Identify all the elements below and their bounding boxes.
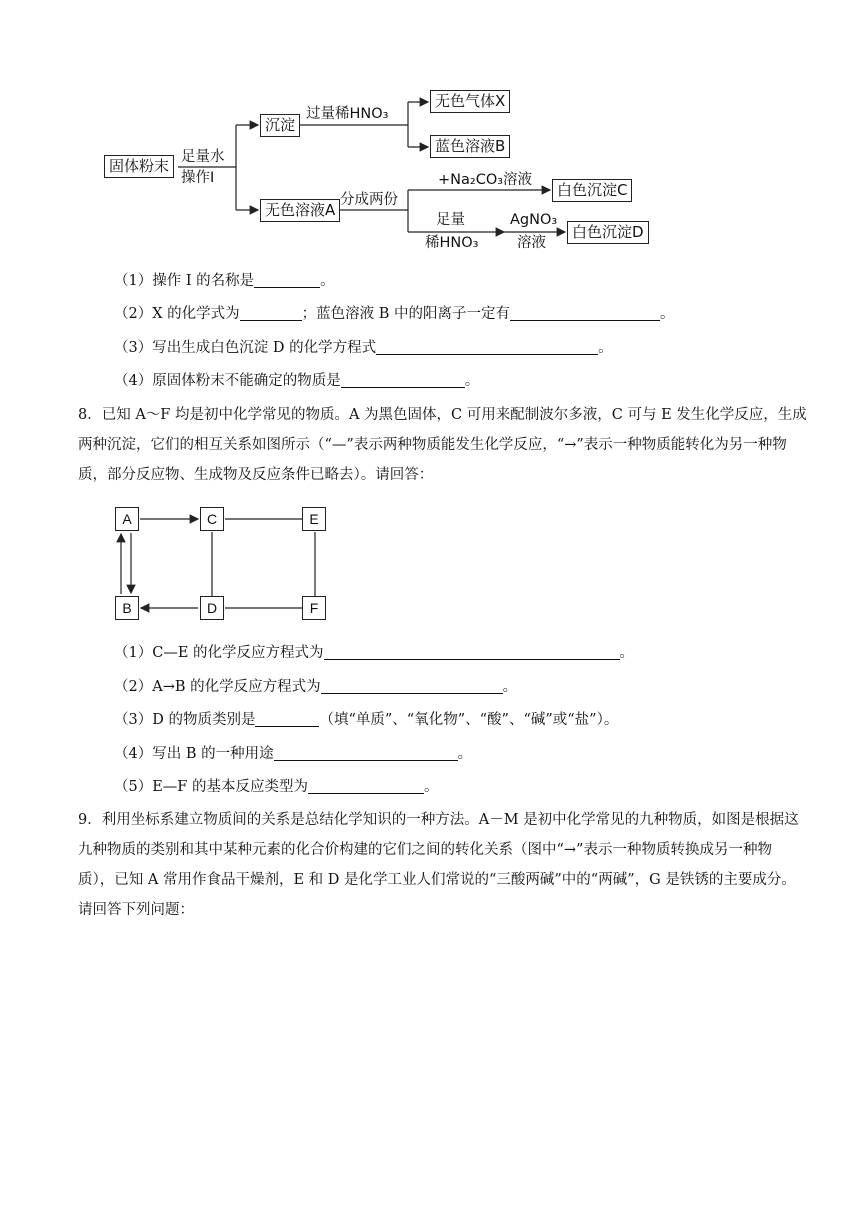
q7-part2-end: 。 [660, 306, 675, 322]
node-white-precipitate-c: 白色沉淀C [552, 179, 632, 202]
label-dilute-hno3: 稀HNO₃ [425, 235, 479, 251]
q7-part2-mid: ；蓝色溶液 B 中的阳离子一定有 [301, 306, 511, 322]
q8-part5-text: （5）E—F 的基本反应类型为 [114, 779, 308, 795]
q8-part1-blank[interactable] [324, 643, 620, 660]
label-excess-dilute-hno3: 过量稀HNO₃ [306, 106, 389, 122]
q9-stem: 9．利用坐标系建立物质间的关系是总结化学知识的一种方法。A－M 是初中化学常见的九种物质，如图是根据这九种物质的类别和其中某种元素的化合价构建的它们之间的转化关系（图中“→”表示一种物质转换成另一种物质），已知 A 常用作食品干燥剂，E 和 D 是化学工业人们常说的“三酸两碱”中的“两碱”，G 是铁锈的主要成分。请回答下列问题： [78, 812, 799, 918]
node-c: C [200, 507, 224, 531]
q8-part2 [114, 677, 517, 697]
q7-part3-text: （3）写出生成白色沉淀 D 的化学方程式 [114, 340, 377, 356]
q7-part4-end: 。 [464, 373, 480, 389]
label-excess: 足量 [436, 212, 465, 228]
label-agno3-solution: 溶液 [517, 235, 546, 251]
q7-part1-end: 。 [320, 273, 335, 289]
node-precipitate: 沉淀 [260, 114, 300, 137]
q8-part4-text: （4）写出 B 的一种用途 [114, 746, 274, 762]
node-f: F [302, 596, 326, 620]
q8-part1-text: （1）C—E 的化学反应方程式为 [114, 645, 324, 661]
q8-part4-end: 。 [457, 746, 473, 762]
node-e: E [302, 507, 326, 531]
label-na2co3: +Na₂CO₃溶液 [438, 172, 533, 188]
node-white-precipitate-d: 白色沉淀D [567, 221, 649, 244]
q8-part4 [114, 744, 472, 764]
q8-part3-text: （3）D 的物质类别是 [114, 712, 256, 728]
q8-part5-end: 。 [423, 779, 439, 795]
q8-part2-end: 。 [502, 679, 518, 695]
q7-part3-end: 。 [598, 340, 613, 356]
label-split-two: 分成两份 [340, 192, 398, 208]
q7-part4-text: （4）原固体粉末不能确定的物质是 [114, 373, 341, 389]
q8-part5 [114, 777, 438, 797]
q7-part2-text: （2）X 的化学式为 [114, 306, 240, 322]
q8-part3-blank[interactable] [255, 710, 319, 727]
q8-part3 [114, 710, 618, 730]
q8-part1-end: 。 [619, 645, 635, 661]
node-d: D [200, 596, 224, 620]
q8-part5-blank[interactable] [308, 777, 424, 794]
q8-part3-end: （填“单质”、“氧化物”、“酸”、“碱”或“盐”）。 [319, 712, 619, 728]
q8-part2-text: （2）A→B 的化学反应方程式为 [114, 679, 321, 695]
node-blue-solution-b: 蓝色溶液B [430, 135, 510, 158]
label-operation-i: 操作I [181, 170, 215, 186]
q7-part1-text: （1）操作 I 的名称是 [114, 273, 255, 289]
node-colorless-solution-a: 无色溶液A [260, 199, 340, 222]
node-solid-powder: 固体粉末 [104, 155, 174, 178]
q8-part4-blank[interactable] [274, 744, 458, 761]
node-b: B [115, 596, 139, 620]
node-colorless-gas-x: 无色气体X [430, 90, 510, 113]
node-a: A [115, 507, 139, 531]
q8-stem: 8．已知 A～F 均是初中化学常见的物质。A 为黑色固体，C 可用来配制波尔多液，C 可与 E 发生化学反应，生成两种沉淀，它们的相互关系如图所示（“—”表示两种物质能发生化学反应，“→”表示一种物质能转化为另一种物质，部分反应物、生成物及反应条件已略去）。请回答： [78, 407, 807, 483]
label-agno3: AgNO₃ [510, 212, 558, 228]
q8-part2-blank[interactable] [321, 677, 503, 694]
q8-part1 [114, 643, 634, 663]
label-excess-water: 足量水 [181, 149, 225, 165]
